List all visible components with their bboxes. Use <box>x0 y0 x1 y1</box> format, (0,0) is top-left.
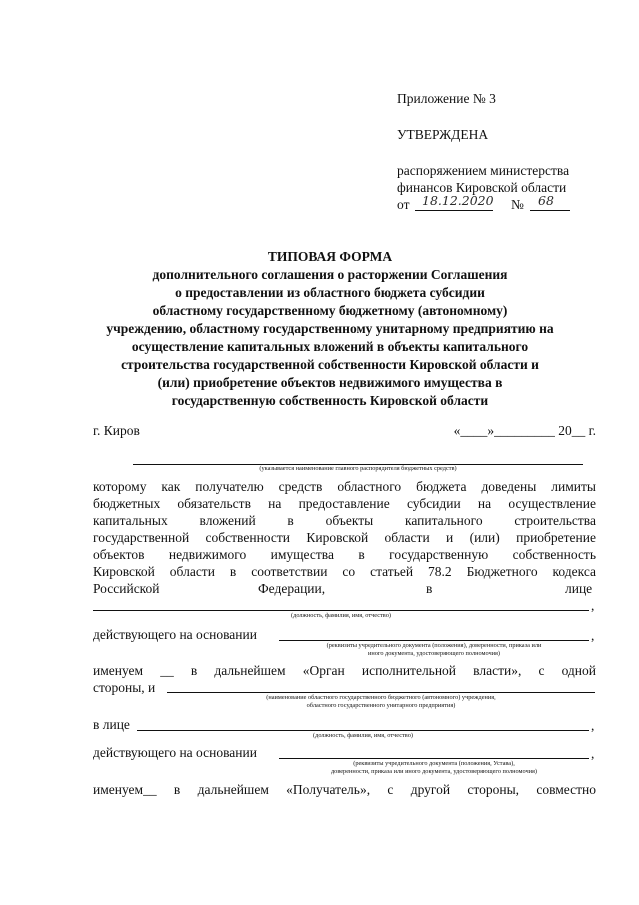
basis-line-2 <box>279 758 589 759</box>
date-prefix: от <box>397 197 410 212</box>
body-line: бюджетных обязательств на предоставление субсидии на осуществление <box>93 496 596 511</box>
handwritten-date: 18.12.2020 <box>422 193 494 208</box>
main-manager-caption: (указывается наименование главного распорядителя бюджетных средств) <box>259 465 457 472</box>
number-underline <box>530 210 570 211</box>
federation-word: Российской <box>93 581 160 596</box>
number-prefix: № <box>511 197 524 212</box>
form-title: ТИПОВАЯ ФОРМА <box>267 249 393 264</box>
institution-caption-a: (наименование областного государственного бюджетного (автономного) учреждения, <box>266 694 496 701</box>
institution-caption-b: областного государственного унитарного предприятия) <box>306 702 456 709</box>
title-line: областному государственному бюджетному (автономному) <box>152 303 508 318</box>
basis-line-1 <box>279 640 589 641</box>
comma: , <box>591 746 595 761</box>
body-line: государственной собственности Кировской области и (или) приобретение <box>93 530 596 545</box>
basis-caption-1a: (реквизиты учредительного документа (положения), доверенности, приказа или <box>326 642 542 649</box>
title-line: осуществление капитальных вложений в объекты капитального <box>131 339 529 354</box>
title-line: строительства государственной собственности Кировской области и <box>121 357 539 372</box>
order-line-2: финансов Кировской области <box>397 180 567 195</box>
federation-word: Федерации, <box>258 581 326 596</box>
approved-label: УТВЕРЖДЕНА <box>397 127 489 142</box>
institution-line <box>167 692 595 693</box>
basis-caption-2b: доверенности, приказа или иного документа, удостоверяющего полномочия) <box>330 768 538 775</box>
comma: , <box>591 598 595 613</box>
title-line: (или) приобретение объектов недвижимого имущества в <box>157 375 503 390</box>
date-underline <box>415 210 493 211</box>
position-line-2 <box>137 730 589 731</box>
body-line: объектов недвижимого имущества в государственную собственность <box>93 547 596 562</box>
comma: , <box>591 718 595 733</box>
named-authority-line: именуем __ в дальнейшем «Орган исполнительной власти», с одной <box>93 663 596 678</box>
handwritten-number: 68 <box>538 193 554 208</box>
title-line: дополнительного соглашения о расторжении Соглашения <box>152 267 508 282</box>
appendix-label: Приложение № 3 <box>397 91 496 106</box>
body-line: капитальных вложений в объекты капитального строительства <box>93 513 596 528</box>
title-line: учреждению, областному государственному унитарному предприятию на <box>106 321 554 336</box>
party-one-label: стороны, и <box>93 680 156 695</box>
position-caption-2: (должность, фамилия, имя, отчество) <box>313 732 413 739</box>
federation-word: в <box>426 581 433 596</box>
federation-word: лице <box>565 581 593 596</box>
agreement-date: «____»_________ 20__ г. <box>453 423 596 438</box>
body-line: которому как получателю средств областного бюджета доведены лимиты <box>93 479 596 494</box>
position-caption-1: (должность, фамилия, имя, отчество) <box>291 612 391 619</box>
position-line-1 <box>93 610 589 611</box>
order-line-1: распоряжением министерства <box>397 163 570 178</box>
basis-caption-1b: иного документа, удостоверяющего полномочия) <box>368 650 500 657</box>
acting-basis-label: действующего на основании <box>93 627 257 642</box>
comma: , <box>591 628 595 643</box>
acting-basis-label: действующего на основании <box>93 745 257 760</box>
title-line: государственную собственность Кировской области <box>171 393 489 408</box>
body-line: Кировской области в соответствии со статьей 78.2 Бюджетного кодекса <box>93 564 596 579</box>
city: г. Киров <box>93 423 140 438</box>
in-person-label: в лице <box>93 717 130 732</box>
title-line: о предоставлении из областного бюджета субсидии <box>175 285 485 300</box>
named-recipient-line: именуем__ в дальнейшем «Получатель», с другой стороны, совместно <box>93 782 596 797</box>
basis-caption-2a: (реквизиты учредительного документа (положения, Устава), <box>353 760 515 767</box>
